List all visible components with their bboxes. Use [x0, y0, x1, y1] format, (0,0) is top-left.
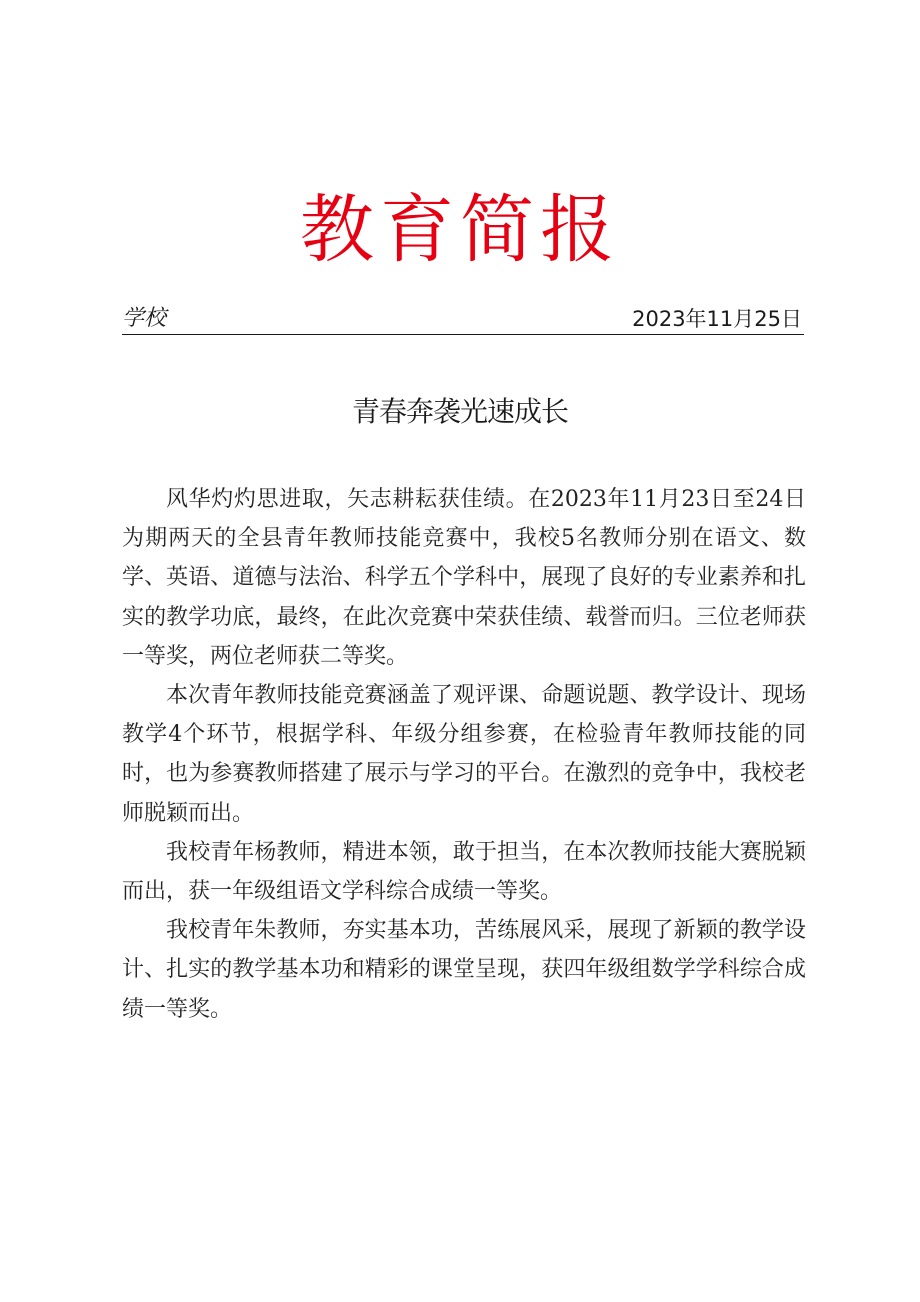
article-paragraph: 风华灼灼思进取，矢志耕耘获佳绩。在2023年11月23日至24日为期两天的全县青年教师技能竞赛中，我校5名教师分别在语文、数学、英语、道德与法治、科学五个学科中，展现了良好的专业素养和扎实的教学功底，最终，在此次竞赛中荣获佳绩、载誉而归。三位老师获一等奖，两位老师获二等奖。 — [122, 487, 806, 669]
article-body — [122, 480, 806, 1029]
info-line — [122, 304, 804, 335]
masthead-title: 教育简报 — [300, 187, 620, 273]
article-headline: 青春奔袭光速成长 — [351, 395, 568, 428]
article-paragraph: 本次青年教师技能竞赛涵盖了观评课、命题说题、教学设计、现场教学4个环节，根据学科、年级分组参赛，在检验青年教师技能的同时，也为参赛教师搭建了展示与学习的平台。在激烈的竞争中，我校老师脱颖而出。 — [122, 683, 806, 826]
school-label: 学校 — [122, 306, 167, 331]
article-paragraph: 我校青年朱教师，夯实基本功，苦练展风采，展现了新颖的教学设计、扎实的教学基本功和精彩的课堂呈现，获四年级组数学学科综合成绩一等奖。 — [122, 918, 806, 1022]
article-paragraph: 我校青年杨教师，精进本领，敢于担当，在本次教师技能大赛脱颖而出，获一年级组语文学科综合成绩一等奖。 — [122, 839, 806, 905]
issue-date: 2023年11月25日 — [632, 307, 802, 331]
